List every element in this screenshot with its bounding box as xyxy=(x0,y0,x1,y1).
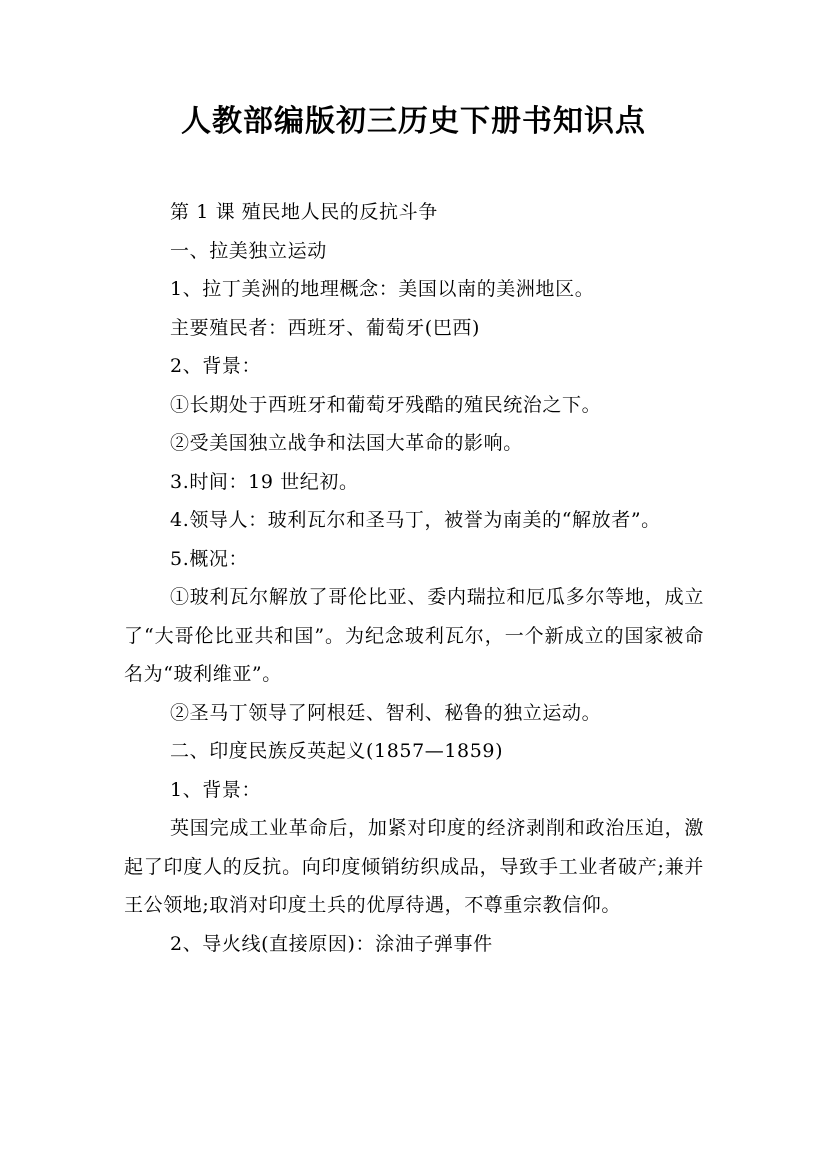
paragraph: ①长期处于西班牙和葡萄牙残酷的殖民统治之下。 xyxy=(170,393,602,416)
paragraph: 3.时间：19 世纪初。 xyxy=(170,470,359,493)
paragraph: 英国完成工业革命后，加紧对印度的经济剥削和政治压迫，激起了印度人的反抗。向印度倾销纺织成品，导致手工业者破产;兼并王公领地;取消对印度土兵的优厚待遇，不尊重宗教信仰。 xyxy=(124,817,704,916)
document-body xyxy=(124,193,704,963)
paragraph: ①玻利瓦尔解放了哥伦比亚、委内瑞拉和厄瓜多尔等地，成立了“大哥伦比亚共和国”。为纪念玻利瓦尔，一个新成立的国家被命名为“玻利维亚”。 xyxy=(124,586,704,685)
lesson-heading: 第 1 课 殖民地人民的反抗斗争 xyxy=(170,201,438,223)
document-title: 人教部编版初三历史下册书知识点 xyxy=(181,104,646,139)
section-heading: 一、拉美独立运动 xyxy=(170,239,327,262)
paragraph: 1、背景： xyxy=(170,778,262,801)
paragraph: 1、拉丁美洲的地理概念：美国以南的美洲地区。 xyxy=(170,278,595,300)
paragraph: 2、背景： xyxy=(170,355,262,377)
paragraph: 2、导火线(直接原因)：涂油子弹事件 xyxy=(170,932,493,955)
section-heading: 二、印度民族反英起义(1857—1859) xyxy=(170,740,504,762)
paragraph: 5.概况： xyxy=(170,547,249,570)
paragraph: 主要殖民者：西班牙、葡萄牙(巴西) xyxy=(170,316,481,339)
paragraph: ②圣马丁领导了阿根廷、智利、秘鲁的独立运动。 xyxy=(170,701,602,724)
paragraph: ②受美国独立战争和法国大革命的影响。 xyxy=(170,432,523,454)
paragraph: 4.领导人：玻利瓦尔和圣马丁，被誉为南美的“解放者”。 xyxy=(170,509,661,531)
